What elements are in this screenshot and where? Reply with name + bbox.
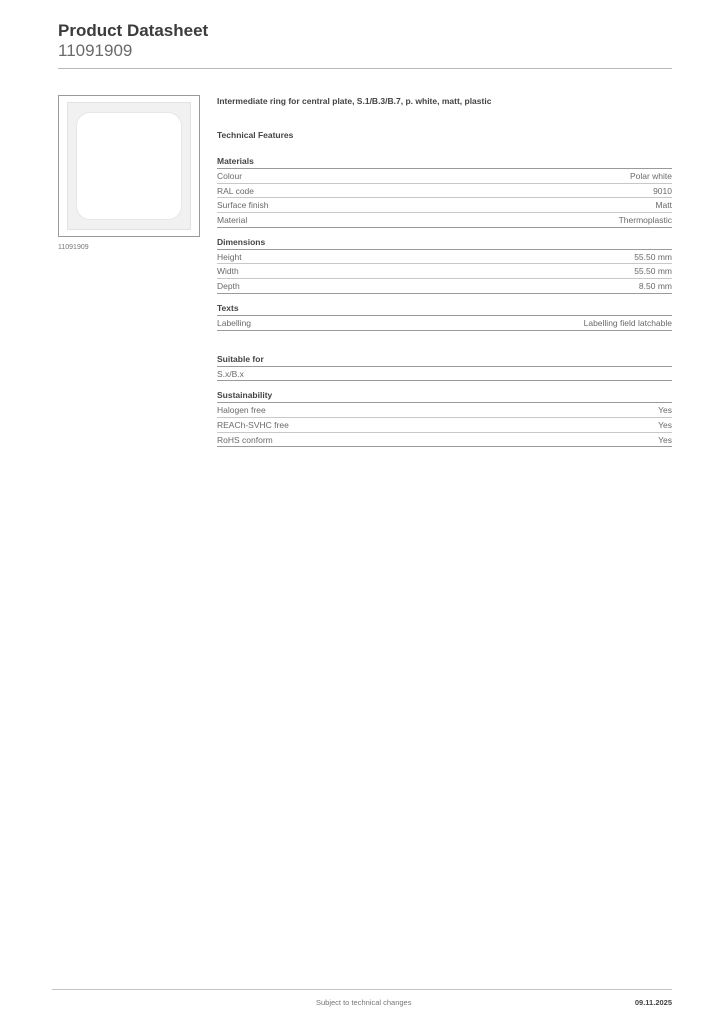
technical-features-heading: Technical Features — [217, 130, 294, 140]
footer-divider — [52, 989, 672, 990]
spec-row — [217, 403, 672, 418]
intermediate-ring-picture — [67, 102, 191, 230]
spec-row — [217, 367, 672, 382]
document-header — [58, 20, 672, 60]
spec-row — [217, 316, 672, 331]
group-sustainability — [217, 389, 672, 447]
spec-label: Material — [217, 215, 248, 226]
spec-row — [217, 198, 672, 213]
spec-row — [217, 184, 672, 199]
spec-value: Yes — [658, 405, 672, 416]
spec-value: Polar white — [629, 171, 672, 181]
spec-label: Halogen free — [217, 405, 266, 416]
group-suitable-for — [217, 353, 672, 382]
spec-value: Yes — [658, 434, 672, 445]
spec-label: Labelling — [217, 317, 252, 328]
spec-row — [217, 264, 672, 279]
spec-value: Thermoplastic — [618, 215, 672, 226]
group-title: Dimensions — [217, 236, 672, 250]
group-title: Texts — [217, 302, 672, 316]
spec-label: Surface finish — [217, 200, 269, 211]
spec-value: Matt — [655, 200, 672, 211]
product-description: Intermediate ring for central plate, S.1/B.3/B.7, p. white, matt, plastic — [217, 96, 492, 106]
product-number: 11091909 — [58, 41, 133, 60]
spec-value: Yes — [658, 419, 672, 430]
spec-label: RAL code — [217, 185, 255, 196]
spec-row — [217, 169, 672, 184]
spec-value: 8.50 mm — [638, 281, 672, 292]
image-caption: 11091909 — [58, 244, 89, 251]
header-divider — [58, 68, 672, 69]
spec-row — [217, 418, 672, 433]
spec-label: Height — [217, 251, 242, 262]
spec-value: Labelling field latchable — [583, 317, 672, 328]
group-title: Suitable for — [217, 353, 672, 367]
spec-label: REACh-SVHC free — [217, 419, 289, 430]
group-title: Sustainability — [217, 389, 672, 403]
spec-label: Colour — [217, 171, 243, 181]
spec-value: 9010 — [653, 185, 672, 196]
group-texts — [217, 302, 672, 331]
ring-opening — [76, 112, 182, 220]
group-materials — [217, 155, 672, 228]
document-title: Product Datasheet — [58, 21, 209, 40]
spec-row — [217, 279, 672, 294]
datasheet-content — [217, 95, 672, 455]
spec-value: 55.50 mm — [634, 266, 672, 277]
spec-row — [217, 250, 672, 265]
spec-row — [217, 433, 672, 448]
spec-label: Width — [217, 266, 239, 277]
spec-label: RoHS conform — [217, 434, 273, 445]
group-dimensions — [217, 236, 672, 294]
product-image — [58, 95, 200, 237]
spec-value: 55.50 mm — [634, 251, 672, 262]
group-title: Materials — [217, 155, 672, 169]
footer-date: 09.11.2025 — [634, 998, 672, 1007]
spec-label: S.x/B.x — [217, 368, 244, 379]
spec-label: Depth — [217, 281, 240, 292]
spec-row — [217, 213, 672, 228]
footer-note: Subject to technical changes — [316, 998, 412, 1007]
